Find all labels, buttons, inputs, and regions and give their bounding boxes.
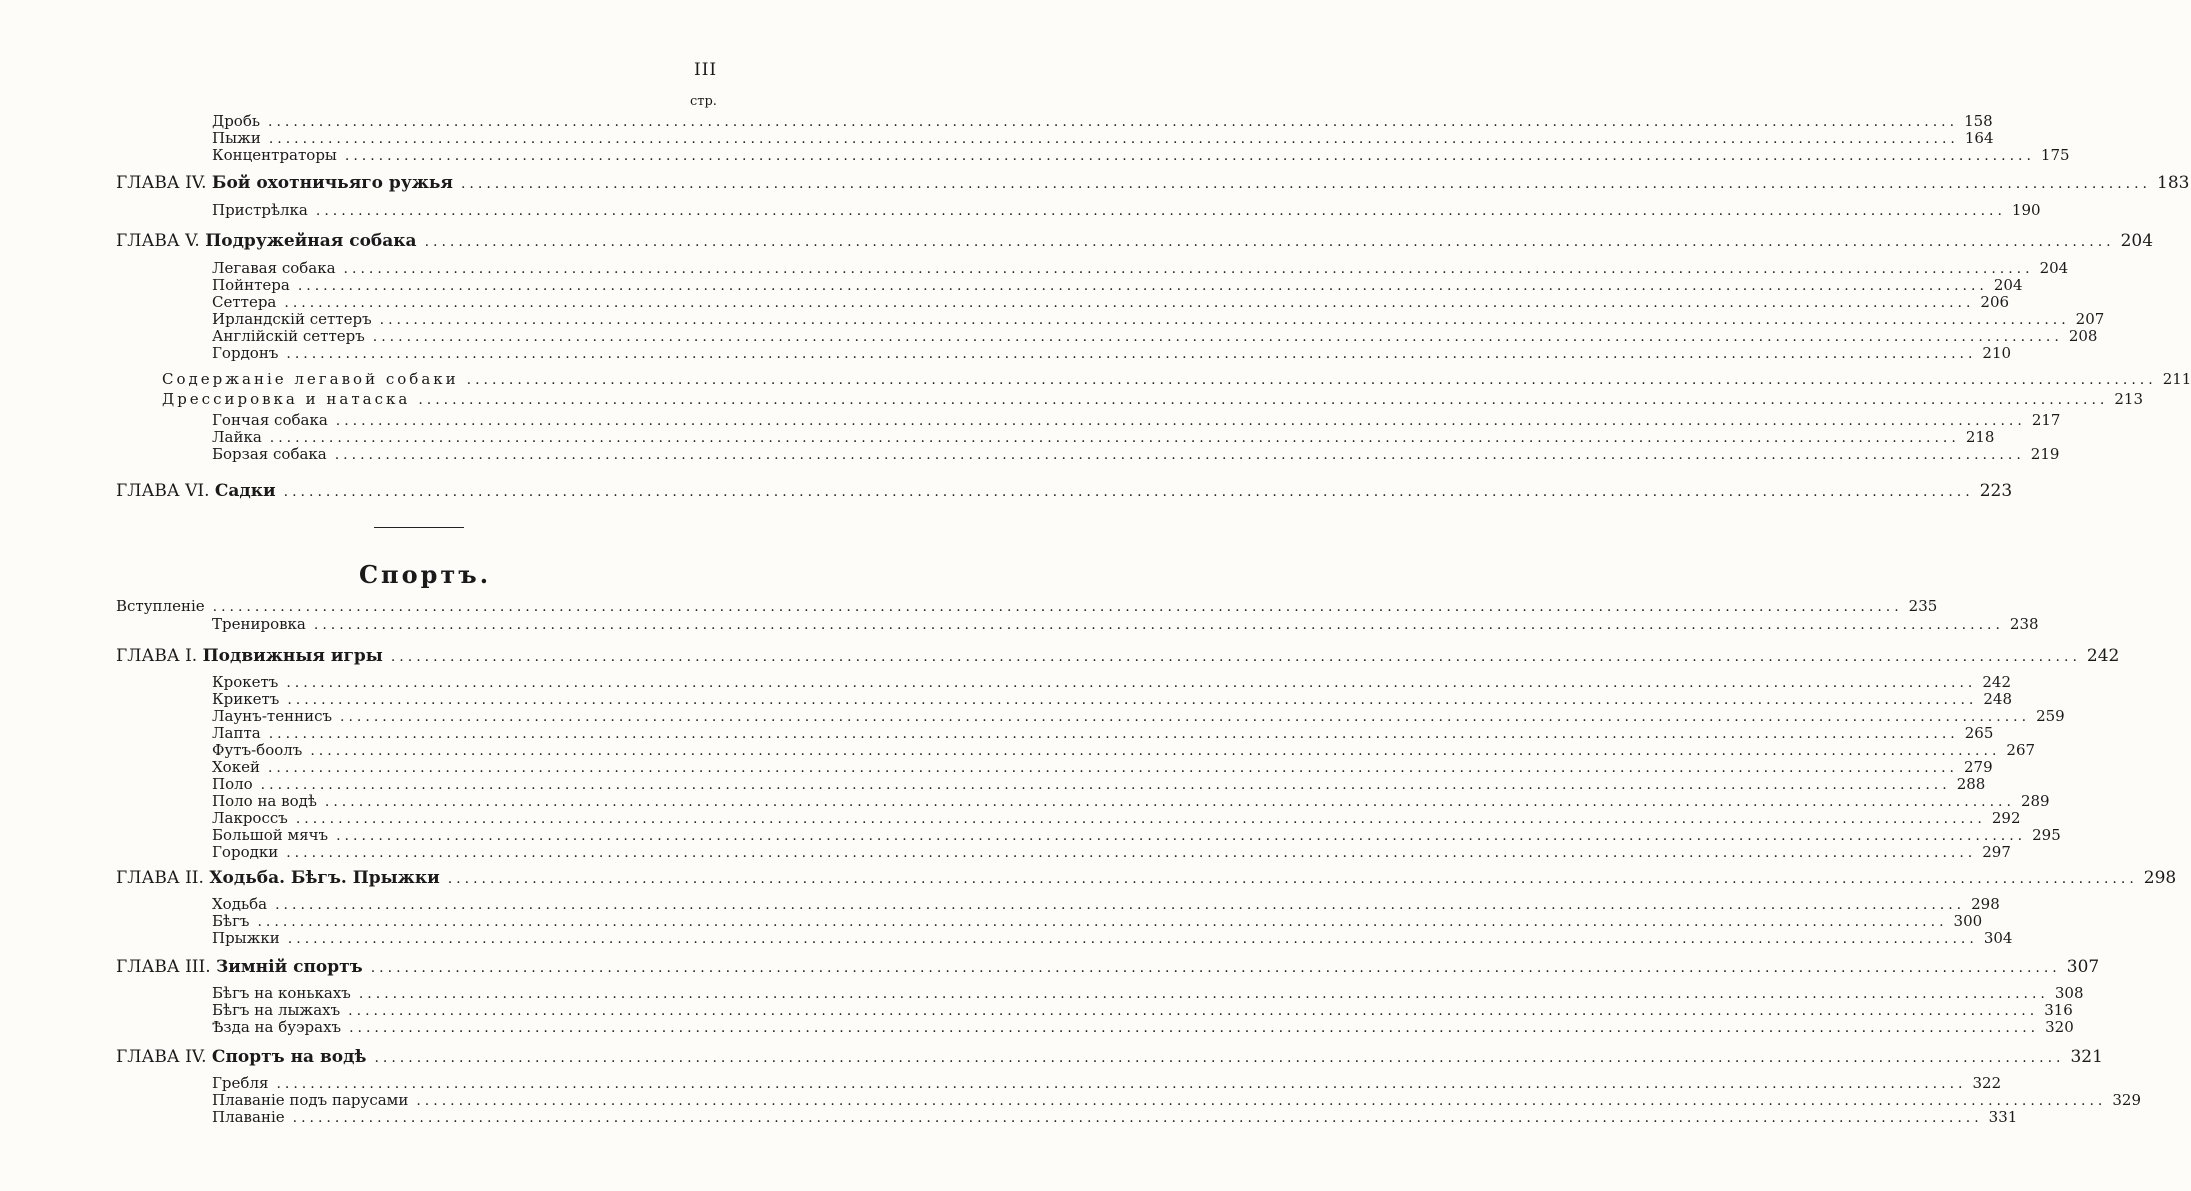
dot-leader: ........................................................................................................................................................................................................ (260, 777, 1951, 793)
toc-entry: Лапта ........................................................................................................................................................................................................ 265 (212, 724, 1994, 742)
dot-leader: ........................................................................................................................................................................................................ (340, 709, 2031, 725)
dot-leader: ........................................................................................................................................................................................................ (310, 743, 2001, 759)
dot-leader: ........................................................................................................................................................................................................ (283, 484, 1974, 500)
section-divider (374, 527, 464, 528)
toc-entry: Концентраторы ........................................................................................................................................................................................................ 175 (212, 146, 2070, 164)
toc-entry: Пристрѣлка ........................................................................................................................................................................................................ 190 (212, 201, 2041, 219)
dot-leader: ........................................................................................................................................................................................................ (349, 1020, 2040, 1036)
dot-leader: ........................................................................................................................................................................................................ (344, 148, 2035, 164)
toc-chapter-heading: ГЛАВА III. Зимній спортъ ........................................................................................................................................................................................................ 307 (116, 957, 2100, 977)
toc-entry: Лакроссъ ........................................................................................................................................................................................................ 292 (212, 809, 2021, 827)
toc-subsection: Дрессировка и натаска ........................................................................................................................................................................................................ 213 (162, 390, 2143, 408)
toc-entry: Вступленіе ........................................................................................................................................................................................................ 235 (116, 597, 1938, 615)
toc-entry: Прыжки ........................................................................................................................................................................................................ 304 (212, 929, 2013, 947)
dot-leader: ........................................................................................................................................................................................................ (358, 986, 2049, 1002)
dot-leader: ........................................................................................................................................................................................................ (372, 329, 2063, 345)
page-number: III (694, 60, 718, 80)
dot-leader: ........................................................................................................................................................................................................ (287, 931, 1978, 947)
toc-entry: Большой мячъ ........................................................................................................................................................................................................ 295 (212, 826, 2061, 844)
toc-entry: Ходьба ........................................................................................................................................................................................................ 298 (212, 895, 2000, 913)
dot-leader: ........................................................................................................................................................................................................ (268, 131, 1959, 147)
dot-leader: ........................................................................................................................................................................................................ (336, 828, 2027, 844)
toc-entry: Футъ-боолъ ........................................................................................................................................................................................................ 267 (212, 741, 2036, 759)
toc-subsection: Содержаніе легавой собаки ........................................................................................................................................................................................................ 211 (162, 370, 2191, 388)
dot-leader: ........................................................................................................................................................................................................ (284, 295, 1975, 311)
toc-entry: Бѣгъ на лыжахъ ........................................................................................................................................................................................................ 316 (212, 1001, 2073, 1019)
section-title: Спортъ. (358, 560, 492, 589)
toc-entry: Легавая собака ........................................................................................................................................................................................................ 204 (212, 259, 2069, 277)
toc-entry: Гончая собака ........................................................................................................................................................................................................ 217 (212, 411, 2061, 429)
dot-leader: ........................................................................................................................................................................................................ (370, 960, 2061, 976)
toc-entry: Ирландскій сеттеръ ........................................................................................................................................................................................................ 207 (212, 310, 2105, 328)
dot-leader: ........................................................................................................................................................................................................ (348, 1003, 2039, 1019)
dot-leader: ........................................................................................................................................................................................................ (390, 649, 2081, 665)
dot-leader: ........................................................................................................................................................................................................ (275, 897, 1966, 913)
dot-leader: ........................................................................................................................................................................................................ (286, 346, 1977, 362)
toc-entry: Поло на водѣ ........................................................................................................................................................................................................ 289 (212, 792, 2050, 810)
dot-leader: ........................................................................................................................................................................................................ (379, 312, 2070, 328)
toc-entry: Пыжи ........................................................................................................................................................................................................ 164 (212, 129, 1994, 147)
toc-chapter-heading: ГЛАВА IV. Бой охотничьяго ружья ........................................................................................................................................................................................................ 183 (116, 173, 2190, 193)
toc-entry: Хокей ........................................................................................................................................................................................................ 279 (212, 758, 1993, 776)
toc-entry: Поло ........................................................................................................................................................................................................ 288 (212, 775, 1986, 793)
dot-leader: ........................................................................................................................................................................................................ (334, 447, 2025, 463)
dot-leader: ........................................................................................................................................................................................................ (295, 811, 1986, 827)
toc-entry: Плаваніе ........................................................................................................................................................................................................ 331 (212, 1108, 2018, 1126)
dot-leader: ........................................................................................................................................................................................................ (269, 430, 1960, 446)
dot-leader: ........................................................................................................................................................................................................ (267, 760, 1959, 776)
toc-chapter-heading: ГЛАВА I. Подвижныя игры ........................................................................................................................................................................................................ 242 (116, 646, 2120, 666)
toc-entry: Гордонъ ........................................................................................................................................................................................................ 210 (212, 344, 2012, 362)
toc-entry: Лайка ........................................................................................................................................................................................................ 218 (212, 428, 1995, 446)
dot-leader: ........................................................................................................................................................................................................ (268, 726, 1959, 742)
dot-leader: ........................................................................................................................................................................................................ (447, 871, 2138, 887)
toc-entry: Ѣзда на буэрахъ ........................................................................................................................................................................................................ 320 (212, 1018, 2074, 1036)
dot-leader: ........................................................................................................................................................................................................ (374, 1050, 2065, 1066)
dot-leader: ........................................................................................................................................................................................................ (287, 692, 1978, 708)
toc-entry: Тренировка ........................................................................................................................................................................................................ 238 (212, 615, 2039, 633)
dot-leader: ........................................................................................................................................................................................................ (276, 1076, 1967, 1092)
toc-entry: Лаунъ-теннисъ ........................................................................................................................................................................................................ 259 (212, 707, 2065, 725)
toc-entry: Сеттера ........................................................................................................................................................................................................ 206 (212, 293, 2010, 311)
toc-entry: Дробь ........................................................................................................................................................................................................ 158 (212, 112, 1993, 130)
page-column-label: стр. (690, 94, 717, 109)
toc-entry: Плаваніе подъ парусами ........................................................................................................................................................................................................ 329 (212, 1091, 2142, 1109)
dot-leader: ........................................................................................................................................................................................................ (424, 234, 2115, 250)
toc-chapter-heading: ГЛАВА II. Ходьба. Бѣгъ. Прыжки ........................................................................................................................................................................................................ 298 (116, 868, 2177, 888)
toc-chapter-heading: ГЛАВА VI. Садки ........................................................................................................................................................................................................ 223 (116, 481, 2013, 501)
dot-leader: ........................................................................................................................................................................................................ (324, 794, 2015, 810)
toc-entry: Городки ........................................................................................................................................................................................................ 297 (212, 843, 2011, 861)
dot-leader: ........................................................................................................................................................................................................ (286, 845, 1977, 861)
toc-entry: Бѣгъ ........................................................................................................................................................................................................ 300 (212, 912, 1983, 930)
toc-entry: Бѣгъ на конькахъ ........................................................................................................................................................................................................ 308 (212, 984, 2084, 1002)
dot-leader: ........................................................................................................................................................................................................ (343, 261, 2034, 277)
dot-leader: ........................................................................................................................................................................................................ (297, 278, 1988, 294)
dot-leader: ........................................................................................................................................................................................................ (286, 675, 1977, 691)
dot-leader: ........................................................................................................................................................................................................ (315, 203, 2006, 219)
dot-leader: ........................................................................................................................................................................................................ (460, 176, 2152, 192)
dot-leader: ........................................................................................................................................................................................................ (257, 914, 1948, 930)
toc-entry: Гребля ........................................................................................................................................................................................................ 322 (212, 1074, 2002, 1092)
toc-entry: Крикетъ ........................................................................................................................................................................................................ 248 (212, 690, 2012, 708)
toc-chapter-heading: ГЛАВА V. Подружейная собака ........................................................................................................................................................................................................ 204 (116, 231, 2154, 251)
dot-leader: ........................................................................................................................................................................................................ (466, 372, 2157, 388)
dot-leader: ........................................................................................................................................................................................................ (416, 1093, 2107, 1109)
toc-chapter-heading: ГЛАВА IV. Спортъ на водѣ ........................................................................................................................................................................................................ 321 (116, 1047, 2103, 1067)
dot-leader: ........................................................................................................................................................................................................ (335, 413, 2026, 429)
dot-leader: ........................................................................................................................................................................................................ (212, 599, 1903, 615)
dot-leader: ........................................................................................................................................................................................................ (313, 617, 2004, 633)
toc-entry: Пойнтера ........................................................................................................................................................................................................ 204 (212, 276, 2023, 294)
toc-entry: Англійскій сеттеръ ........................................................................................................................................................................................................ 208 (212, 327, 2098, 345)
dot-leader: ........................................................................................................................................................................................................ (268, 114, 1959, 130)
dot-leader: ........................................................................................................................................................................................................ (292, 1110, 1983, 1126)
toc-entry: Крокетъ ........................................................................................................................................................................................................ 242 (212, 673, 2012, 691)
toc-entry: Борзая собака ........................................................................................................................................................................................................ 219 (212, 445, 2060, 463)
dot-leader: ........................................................................................................................................................................................................ (418, 392, 2109, 408)
